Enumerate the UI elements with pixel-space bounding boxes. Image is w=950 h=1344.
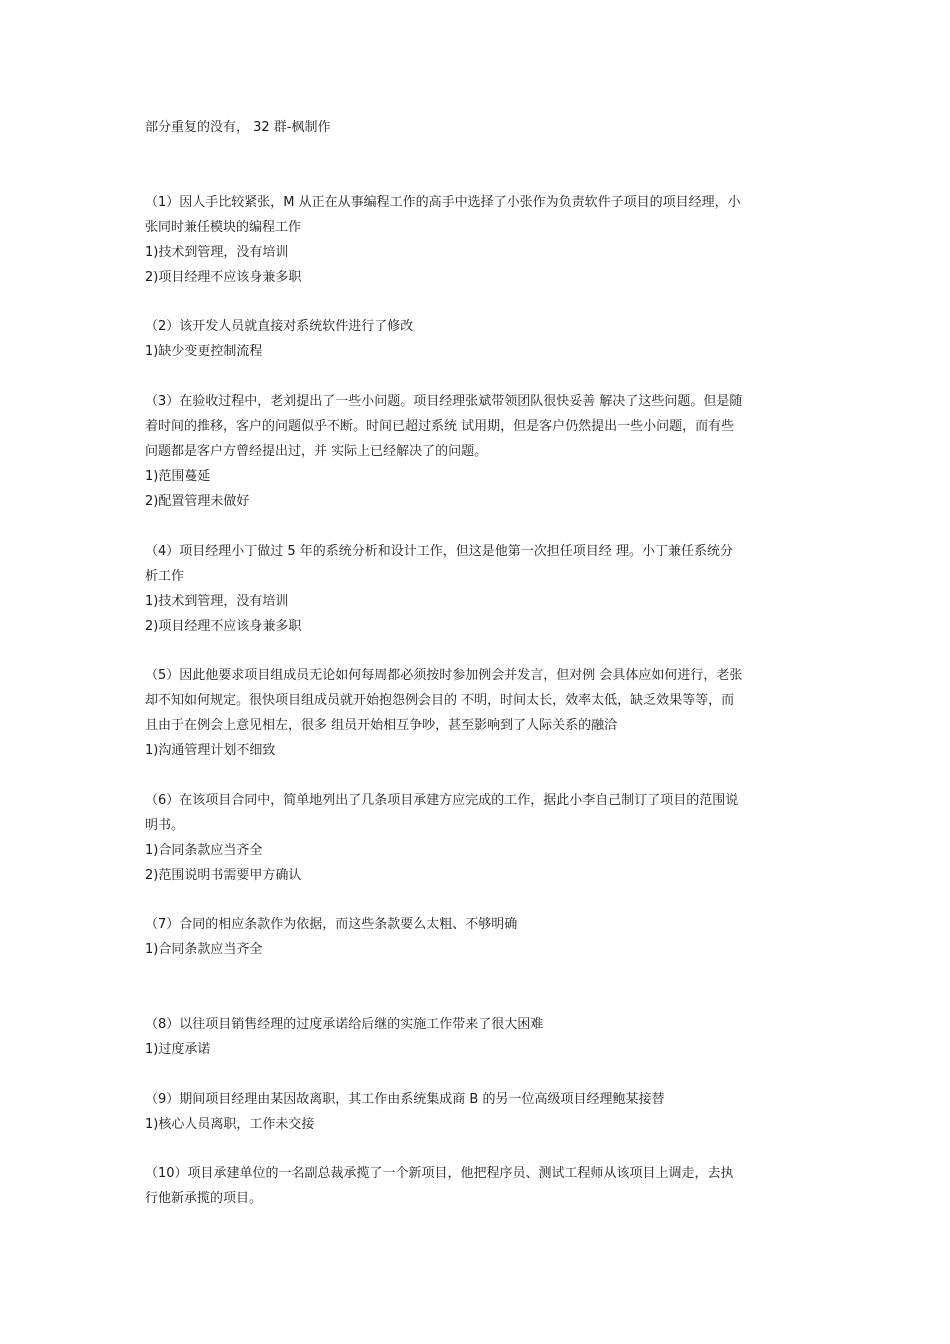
q2-answer-1: 1)缺少变更控制流程 — [145, 344, 263, 359]
q4-line-1: （4）项目经理小丁做过 5 年的系统分析和设计工作，但这是他第一次担任项目经 理。小丁兼任系统分 — [145, 544, 733, 559]
q4-line-2: 析工作 — [145, 569, 185, 584]
q3-line-2: 着时间的推移，客户的问题似乎不断。时间已超过系统 试用期，但是客户仍然提出一些小问题，而有些 — [145, 419, 735, 434]
q3-line-1: （3）在验收过程中，老刘提出了一些小问题。项目经理张斌带领团队很快妥善 解决了这些问题。但是随 — [145, 394, 743, 409]
q5-line-2: 却不知如何规定。很快项目组成员就开始抱怨例会目的 不明，时间太长，效率太低，缺乏效果等等，而 — [145, 693, 735, 708]
q1-line-1: （1）因人手比较紧张，M 从正在从事编程工作的高手中选择了小张作为负责软件子项目的项目经理，小 — [145, 195, 741, 210]
q8-line-1: （8）以往项目销售经理的过度承诺给后继的实施工作带来了很大困难 — [145, 1017, 544, 1032]
q4-answer-2: 2)项目经理不应该身兼多职 — [145, 619, 302, 634]
q1-answer-2: 2)项目经理不应该身兼多职 — [145, 270, 302, 285]
header-note: 部分重复的没有， 32 群-枫制作 — [145, 120, 331, 135]
q5-line-3: 且由于在例会上意见相左，很多 组员开始相互争吵，甚至影响到了人际关系的融洽 — [145, 718, 618, 733]
q4-answer-1: 1)技术到管理，没有培训 — [145, 594, 289, 609]
q7-answer-1: 1)合同条款应当齐全 — [145, 942, 263, 957]
q10-line-1: （10）项目承建单位的一名副总裁承揽了一个新项目，他把程序员、测试工程师从该项目上调走，去执 — [145, 1166, 734, 1181]
q9-answer-1: 1)核心人员离职，工作未交接 — [145, 1117, 315, 1132]
q5-line-1: （5）因此他要求项目组成员无论如何每周都必须按时参加例会并发言，但对例 会具体应如何进行，老张 — [145, 668, 743, 683]
q10-line-2: 行他新承揽的项目。 — [145, 1191, 263, 1206]
q7-line-1: （7）合同的相应条款作为依据，而这些条款要么太粗、不够明确 — [145, 917, 518, 932]
q5-answer-1: 1)沟通管理计划不细致 — [145, 743, 276, 758]
q6-line-2: 明书。 — [145, 818, 185, 833]
q3-line-3: 问题都是客户方曾经提出过，并 实际上已经解决了的问题。 — [145, 444, 488, 459]
q6-answer-2: 2)范围说明书需要甲方确认 — [145, 868, 302, 883]
q3-answer-2: 2)配置管理未做好 — [145, 494, 250, 509]
q6-answer-1: 1)合同条款应当齐全 — [145, 843, 263, 858]
q3-answer-1: 1)范围蔓延 — [145, 469, 211, 484]
q1-answer-1: 1)技术到管理，没有培训 — [145, 245, 289, 260]
q8-answer-1: 1)过度承诺 — [145, 1042, 211, 1057]
q6-line-1: （6）在该项目合同中，简单地列出了几条项目承建方应完成的工作，据此小李自己制订了项目的范围说 — [145, 793, 739, 808]
q1-line-2: 张同时兼任模块的编程工作 — [145, 220, 302, 235]
q9-line-1: （9）期间项目经理由某因故离职，其工作由系统集成商 B 的另一位高级项目经理鲍某接替 — [145, 1092, 665, 1107]
q2-line-1: （2）该开发人员就直接对系统软件进行了修改 — [145, 319, 414, 334]
